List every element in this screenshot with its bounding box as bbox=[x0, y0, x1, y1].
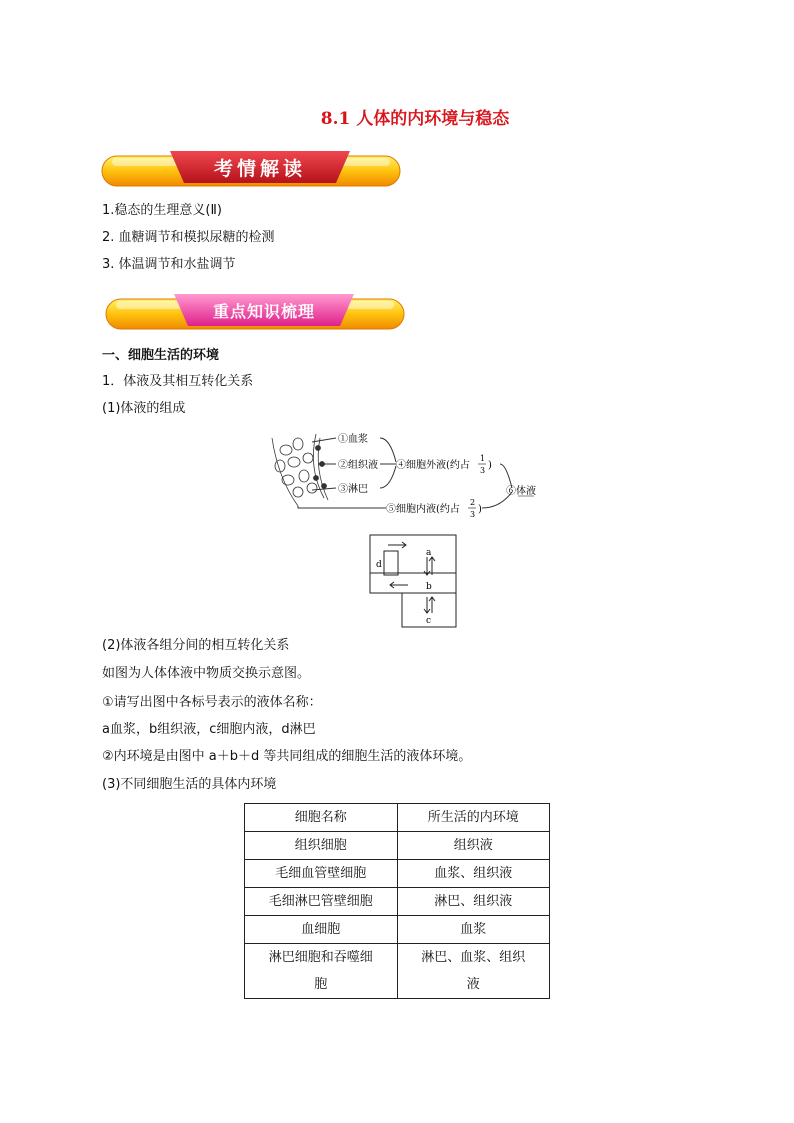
table-cell: 淋巴、组织液 bbox=[397, 888, 550, 916]
table-cell: 毛细淋巴管壁细胞 bbox=[245, 888, 398, 916]
tissue-fluid-label: ②组织液 bbox=[338, 460, 378, 471]
body-fluid-composition-diagram bbox=[268, 428, 558, 520]
subheading: (1)体液的组成 bbox=[102, 401, 186, 416]
subheading: (3)不同细胞生活的具体内环境 bbox=[102, 777, 277, 792]
answer: a血浆，b组织液，c细胞内液，d淋巴 bbox=[102, 722, 316, 737]
knowledge-banner-label: 重点知识梳理 bbox=[212, 302, 316, 321]
table-row bbox=[245, 916, 550, 944]
extracellular-fluid-label: ④细胞外液(约占 bbox=[396, 460, 470, 471]
body-fluid-label: ⑥体液 bbox=[506, 486, 536, 497]
paragraph: 如图为人体体液中物质交换示意图。 bbox=[102, 666, 311, 681]
label-c: c bbox=[426, 616, 432, 626]
subheading: 1．体液及其相互转化关系 bbox=[102, 374, 254, 389]
lymph-label: ③淋巴 bbox=[338, 484, 368, 495]
label-b: b bbox=[426, 582, 432, 592]
table-cell: 毛细血管壁细胞 bbox=[245, 860, 398, 888]
section-heading: 一、细胞生活的环境 bbox=[102, 348, 220, 363]
exam-point: 3. 体温调节和水盐调节 bbox=[102, 257, 236, 272]
table-cell: 组织液 bbox=[397, 832, 550, 860]
intracellular-fluid-label: ⑤细胞内液(约占 bbox=[386, 504, 460, 515]
table-cell: 血浆 bbox=[397, 916, 550, 944]
table-row bbox=[245, 832, 550, 860]
table-header-cell: 所生活的内环境 bbox=[397, 804, 550, 832]
cell-environment-table bbox=[244, 803, 550, 999]
label-a: a bbox=[426, 548, 432, 558]
table-row bbox=[245, 860, 550, 888]
plasma-label: ①血浆 bbox=[338, 434, 368, 445]
table-cell: 组织细胞 bbox=[245, 832, 398, 860]
table-cell: 淋巴细胞和吞噬细胞 bbox=[245, 944, 398, 999]
question: ①请写出图中各标号表示的液体名称： bbox=[102, 695, 322, 710]
fraction-numerator: 1 bbox=[480, 454, 486, 463]
exam-banner bbox=[100, 150, 404, 190]
table-header-cell: 细胞名称 bbox=[245, 804, 398, 832]
table-cell: 血细胞 bbox=[245, 916, 398, 944]
exam-banner-label: 考情解读 bbox=[213, 158, 307, 180]
fraction-denominator: 3 bbox=[480, 466, 486, 475]
table-cell: 血浆、组织液 bbox=[397, 860, 550, 888]
question: ②内环境是由图中 a＋b＋d 等共同组成的细胞生活的液体环境。 bbox=[102, 749, 472, 764]
fluid-exchange-diagram bbox=[368, 533, 460, 629]
knowledge-banner bbox=[104, 293, 408, 333]
exam-point: 2. 血糖调节和模拟尿糖的检测 bbox=[102, 230, 275, 245]
page-title: 8.1 人体的内环境与稳态 bbox=[320, 109, 510, 129]
cell-illustration bbox=[272, 434, 328, 506]
paren-close: ) bbox=[478, 504, 482, 515]
table-row bbox=[245, 944, 550, 999]
exam-point: 1.稳态的生理意义(Ⅱ) bbox=[102, 203, 222, 218]
subheading: (2)体液各组分间的相互转化关系 bbox=[102, 638, 290, 653]
paren-close: ) bbox=[488, 460, 492, 471]
table-header-row bbox=[245, 804, 550, 832]
fraction-numerator: 2 bbox=[470, 498, 476, 507]
table-cell: 淋巴、血浆、组织液 bbox=[397, 944, 550, 999]
label-d: d bbox=[376, 560, 382, 570]
table-row bbox=[245, 888, 550, 916]
fraction-denominator: 3 bbox=[470, 510, 476, 519]
